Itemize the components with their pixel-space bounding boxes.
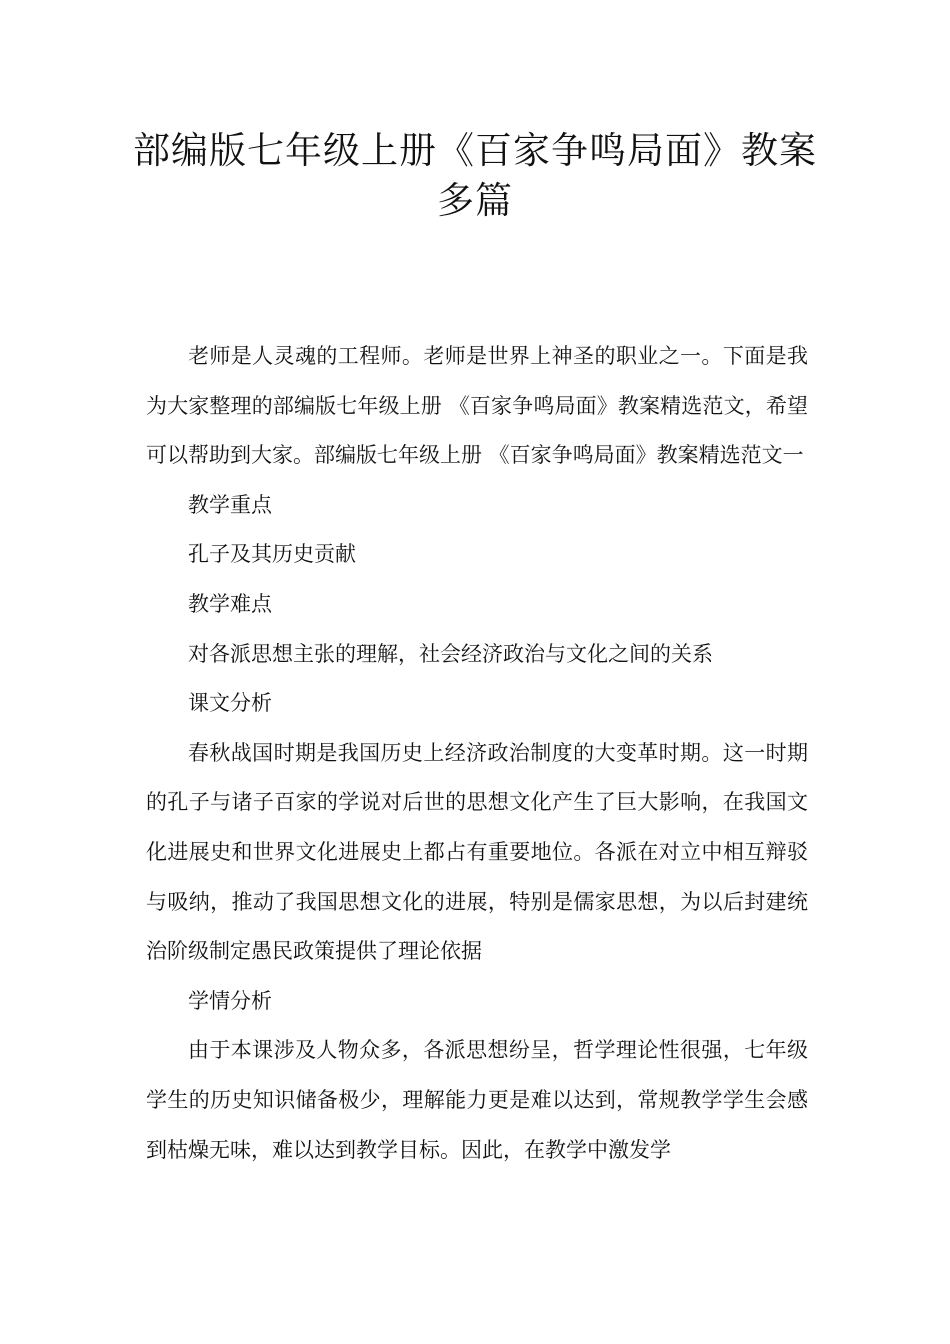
section-heading-teaching-focus: 教学重点: [188, 492, 272, 517]
intro-paragraph: 老师是人灵魂的工程师。老师是世界上神圣的职业之一。下面是我为大家整理的部编版七年级上册 《百家争鸣局面》教案精选范文，希望可以帮助到大家。部编版七年级上册 《百家争鸣局面》教案精选范文一: [146, 344, 808, 468]
teaching-focus-text: 孔子及其历史贡献: [188, 542, 356, 567]
section-heading-text-analysis: 课文分析: [188, 691, 272, 716]
student-analysis-paragraph: 由于本课涉及人物众多，各派思想纷呈，哲学理论性很强，七年级学生的历史知识储备极少，理解能力更是难以达到，常规教学学生会感到枯燥无味，难以达到教学目标。因此，在教学中激发学: [146, 1038, 808, 1162]
section-heading-student-analysis: 学情分析: [188, 988, 272, 1013]
section-heading-teaching-difficulty: 教学难点: [188, 591, 272, 616]
text-analysis-paragraph: 春秋战国时期是我国历史上经济政治制度的大变革时期。这一时期的孔子与诸子百家的学说对后世的思想文化产生了巨大影响，在我国文化进展史和世界文化进展史上都占有重要地位。各派在对立中相互辩驳与吸纳，推动了我国思想文化的进展，特别是儒家思想，为以后封建统治阶级制定愚民政策提供了理论依据: [146, 740, 808, 964]
teaching-difficulty-text: 对各派思想主张的理解，社会经济政治与文化之间的关系: [188, 641, 713, 666]
document-title: 部编版七年级上册《百家争鸣局面》教案多篇: [133, 129, 817, 222]
document-body: [146, 332, 808, 1175]
